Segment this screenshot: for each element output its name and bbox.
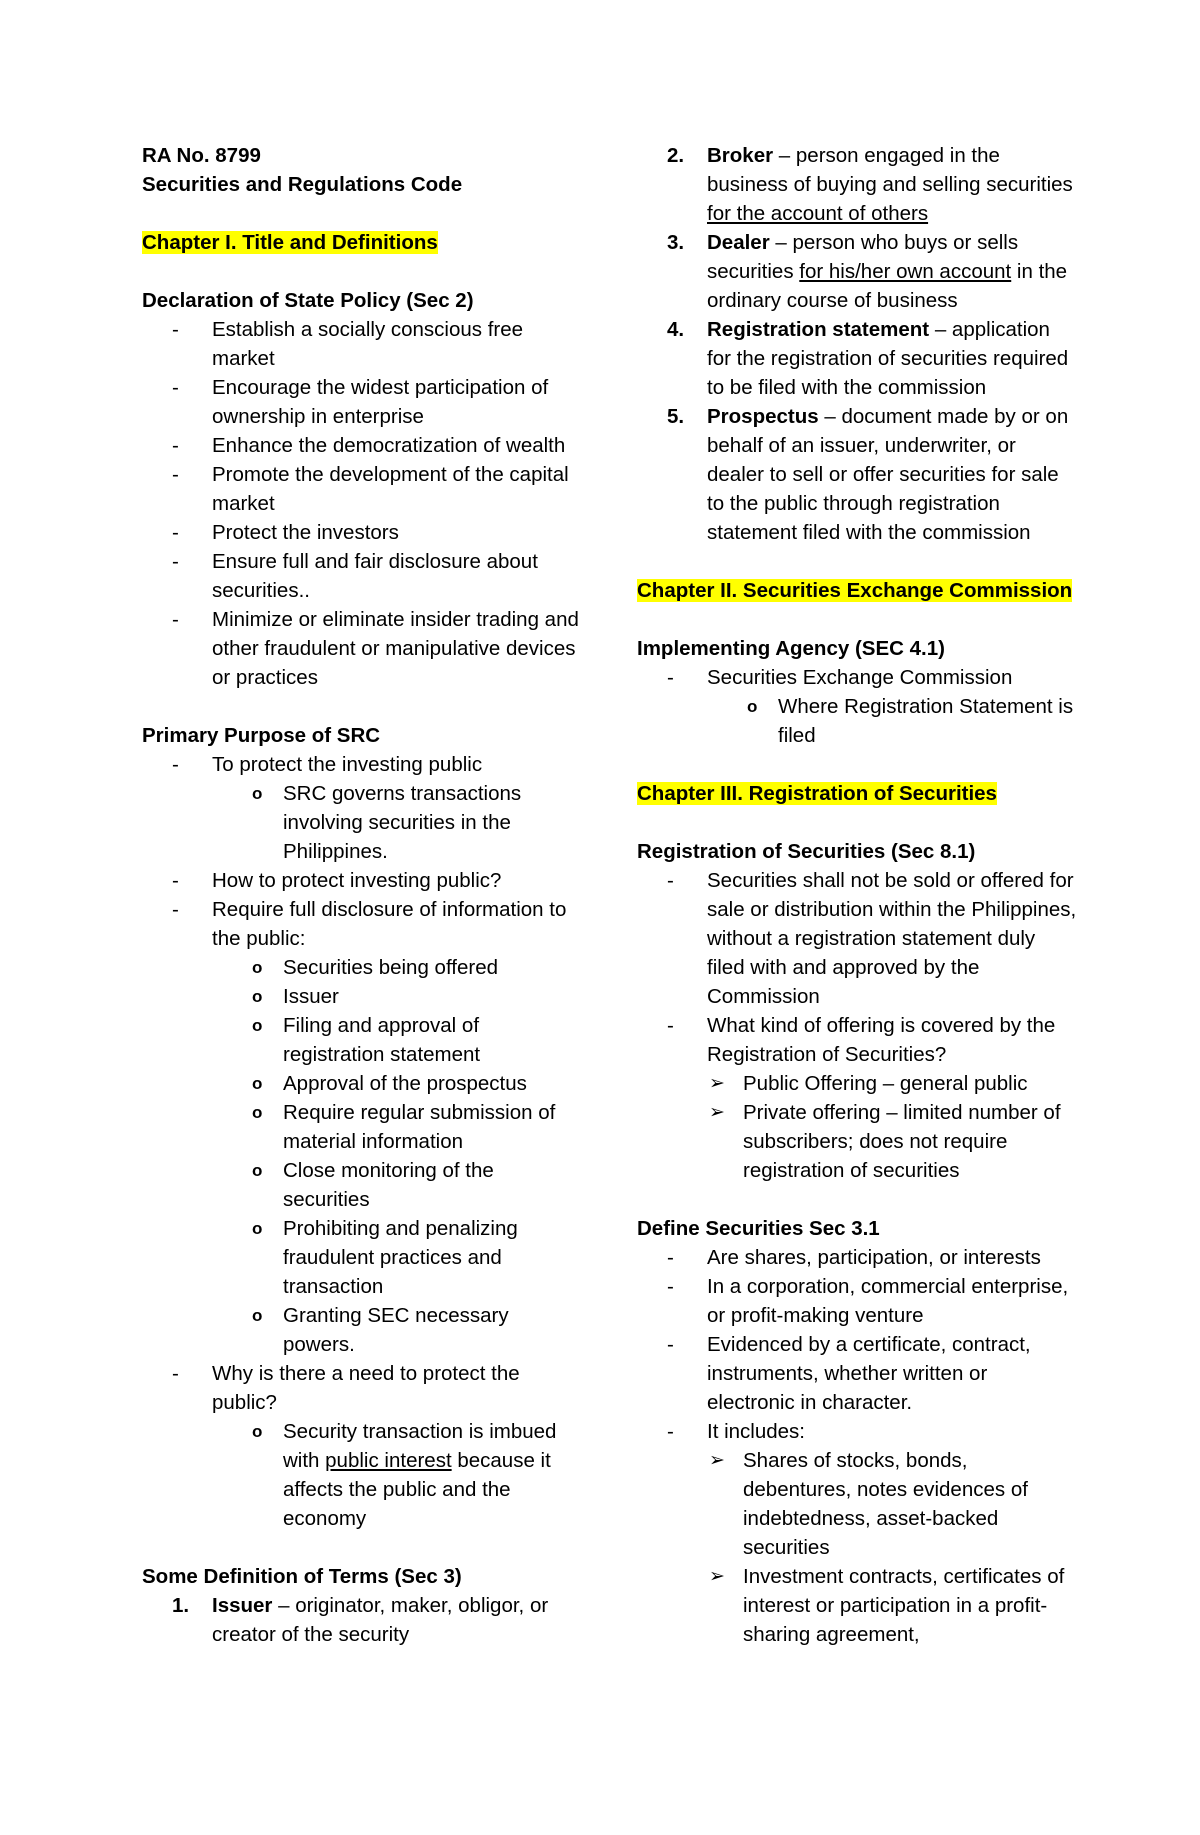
document-number: RA No. 8799 bbox=[142, 144, 261, 167]
dash-bullet: - bbox=[172, 898, 179, 921]
list-item: - Establish a socially conscious free market bbox=[142, 315, 582, 373]
definition-dealer: 3. Dealer – person who buys or sells securities for his/her own account in the ordinary course of business bbox=[667, 231, 1068, 312]
dash-bullet: - bbox=[667, 1420, 674, 1443]
circle-bullet: o bbox=[252, 1306, 263, 1325]
dash-bullet: - bbox=[172, 869, 179, 892]
chapter-2-heading: Chapter II. Securities Exchange Commission bbox=[637, 579, 1073, 602]
circle-bullet: o bbox=[252, 1422, 263, 1441]
list-item: - Securities Exchange Commission bbox=[637, 663, 1077, 692]
sub-list-item: o Issuer bbox=[142, 982, 582, 1011]
sub-list-item: o Require regular submission of material information bbox=[142, 1098, 582, 1156]
circle-bullet: o bbox=[252, 1016, 263, 1035]
left-column bbox=[142, 141, 582, 1649]
state-policy-heading: Declaration of State Policy (Sec 2) bbox=[142, 289, 474, 312]
dash-bullet: - bbox=[172, 434, 179, 457]
sub-list-item: ➢ Shares of stocks, bonds, debentures, notes evidences of indebtedness, asset-backed securities bbox=[637, 1446, 1077, 1562]
definition-registration-statement: 4. Registration statement – application for the registration of securities required to be filed with the commission bbox=[667, 318, 1069, 399]
dash-bullet: - bbox=[172, 608, 179, 631]
list-item: - Enhance the democratization of wealth bbox=[142, 431, 582, 460]
sub-list-item: o Approval of the prospectus bbox=[142, 1069, 582, 1098]
sub-list-item: o Close monitoring of the securities bbox=[142, 1156, 582, 1214]
list-item: - Require full disclosure of information to the public: bbox=[142, 895, 582, 953]
list-item: - How to protect investing public? bbox=[142, 866, 582, 895]
circle-bullet: o bbox=[747, 697, 758, 716]
list-item: - Minimize or eliminate insider trading and other fraudulent or manipulative devices or practices bbox=[142, 605, 582, 692]
circle-bullet: o bbox=[252, 784, 263, 803]
registration-heading: Registration of Securities (Sec 8.1) bbox=[637, 840, 976, 863]
dash-bullet: - bbox=[667, 1275, 674, 1298]
definition-issuer: 1. Issuer – originator, maker, obligor, or creator of the security bbox=[172, 1594, 549, 1646]
state-policy-list bbox=[142, 315, 582, 692]
definition-list-continued bbox=[637, 141, 1077, 547]
dash-bullet: - bbox=[172, 753, 179, 776]
circle-bullet: o bbox=[252, 1161, 263, 1180]
list-item: - In a corporation, commercial enterprise, or profit-making venture bbox=[637, 1272, 1077, 1330]
dash-bullet: - bbox=[172, 550, 179, 573]
dash-bullet: - bbox=[667, 1246, 674, 1269]
arrow-bullet-icon: ➢ bbox=[709, 1102, 725, 1123]
list-item: - To protect the investing public bbox=[142, 750, 582, 779]
list-item: - What kind of offering is covered by the Registration of Securities? bbox=[637, 1011, 1077, 1069]
definition-of-terms-heading: Some Definition of Terms (Sec 3) bbox=[142, 1565, 462, 1588]
primary-purpose-list bbox=[142, 750, 582, 1533]
dash-bullet: - bbox=[667, 869, 674, 892]
primary-purpose-heading: Primary Purpose of SRC bbox=[142, 724, 381, 747]
arrow-bullet-icon: ➢ bbox=[709, 1073, 725, 1094]
sub-list-item: o Securities being offered bbox=[142, 953, 582, 982]
dash-bullet: - bbox=[172, 1362, 179, 1385]
registration-list bbox=[637, 866, 1077, 1185]
sub-list-item: ➢ Public Offering – general public bbox=[637, 1069, 1077, 1098]
definition-broker: 2. Broker – person engaged in the business of buying and selling securities for the account of others bbox=[667, 144, 1073, 225]
arrow-bullet-icon: ➢ bbox=[709, 1566, 725, 1587]
list-item: - Securities shall not be sold or offered for sale or distribution within the Philippines, without a registration statement duly filed with and approved by the Commission bbox=[637, 866, 1077, 1011]
list-item: - Ensure full and fair disclosure about securities.. bbox=[142, 547, 582, 605]
circle-bullet: o bbox=[252, 1103, 263, 1122]
sub-list-item: ➢ Private offering – limited number of subscribers; does not require registration of securities bbox=[637, 1098, 1077, 1185]
chapter-3-heading: Chapter III. Registration of Securities bbox=[637, 782, 997, 805]
list-item: - Are shares, participation, or interests bbox=[637, 1243, 1077, 1272]
sub-list-item: o Granting SEC necessary powers. bbox=[142, 1301, 582, 1359]
list-item: - It includes: bbox=[637, 1417, 1077, 1446]
definition-prospectus: 5. Prospectus – document made by or on behalf of an issuer, underwriter, or dealer to sell or offer securities for sale to the public through registration statement filed with the commission bbox=[667, 405, 1069, 544]
list-item: - Promote the development of the capital market bbox=[142, 460, 582, 518]
sub-list-item: ➢ Investment contracts, certificates of interest or participation in a profit-sharing agreement, bbox=[637, 1562, 1077, 1649]
sub-list-item: o Security transaction is imbued with public interest because it affects the public and the economy bbox=[142, 1417, 582, 1533]
sub-list-item: o Prohibiting and penalizing fraudulent practices and transaction bbox=[142, 1214, 582, 1301]
dash-bullet: - bbox=[172, 521, 179, 544]
implementing-agency-heading: Implementing Agency (SEC 4.1) bbox=[637, 637, 945, 660]
right-column bbox=[637, 141, 1077, 1649]
implementing-agency-list bbox=[637, 663, 1077, 750]
sub-list-item: o Where Registration Statement is filed bbox=[637, 692, 1077, 750]
document-title: Securities and Regulations Code bbox=[142, 173, 463, 196]
definition-list bbox=[142, 1591, 582, 1649]
circle-bullet: o bbox=[252, 1219, 263, 1238]
define-securities-list bbox=[637, 1243, 1077, 1649]
arrow-bullet-icon: ➢ bbox=[709, 1450, 725, 1471]
list-item: - Why is there a need to protect the public? bbox=[142, 1359, 582, 1417]
list-item: - Protect the investors bbox=[142, 518, 582, 547]
circle-bullet: o bbox=[252, 1074, 263, 1093]
sub-list-item: o SRC governs transactions involving securities in the Philippines. bbox=[142, 779, 582, 866]
sub-list-item: o Filing and approval of registration statement bbox=[142, 1011, 582, 1069]
dash-bullet: - bbox=[172, 376, 179, 399]
dash-bullet: - bbox=[667, 666, 674, 689]
circle-bullet: o bbox=[252, 987, 263, 1006]
dash-bullet: - bbox=[667, 1333, 674, 1356]
circle-bullet: o bbox=[252, 958, 263, 977]
dash-bullet: - bbox=[172, 318, 179, 341]
dash-bullet: - bbox=[667, 1014, 674, 1037]
list-item: - Encourage the widest participation of ownership in enterprise bbox=[142, 373, 582, 431]
list-item: - Evidenced by a certificate, contract, instruments, whether written or electronic in character. bbox=[637, 1330, 1077, 1417]
define-securities-heading: Define Securities Sec 3.1 bbox=[637, 1217, 880, 1240]
dash-bullet: - bbox=[172, 463, 179, 486]
public-interest-underlined: public interest bbox=[325, 1449, 452, 1472]
chapter-1-heading: Chapter I. Title and Definitions bbox=[142, 231, 438, 254]
